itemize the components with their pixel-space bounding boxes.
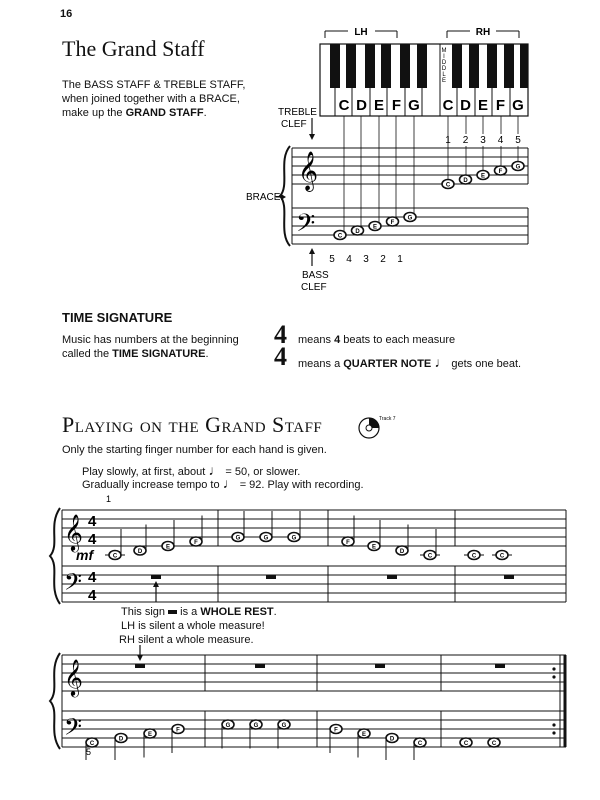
- lh-finger-number: 4: [346, 254, 352, 265]
- system1-time-bottom: 4: [88, 531, 97, 548]
- time-sig-meaning-top: [298, 333, 455, 347]
- note-head: [396, 546, 408, 555]
- middle-label-letter: I: [443, 54, 445, 60]
- note-letter: F: [498, 169, 503, 175]
- note-letter: C: [463, 741, 469, 747]
- keyboard: [320, 44, 528, 116]
- key-letter: F: [391, 97, 402, 114]
- note-letter: F: [346, 540, 350, 546]
- music-system-2: [0, 645, 600, 760]
- middle-label-letter: E: [441, 78, 447, 84]
- note-letter: D: [118, 736, 124, 743]
- note-head: [387, 217, 399, 226]
- system1-treble-clef-icon: 𝄞: [64, 514, 83, 550]
- note-letter: G: [407, 215, 413, 222]
- note-letter: E: [361, 732, 367, 738]
- note-head: [464, 551, 484, 560]
- whole-rest-line-1: [121, 605, 277, 619]
- note-letter: G: [291, 535, 297, 542]
- lh-finger-number: 1: [397, 254, 403, 265]
- system1-bass-clef-icon: 𝄢: [64, 569, 83, 600]
- whole-rest-line-1-start: This sign: [121, 606, 169, 618]
- note-letter: D: [463, 178, 468, 184]
- intro-line-3-text: make up the: [62, 107, 126, 119]
- section-title-grand-staff: The Grand Staff: [62, 36, 205, 61]
- system2-treble-staff: [62, 655, 566, 691]
- lh-label: LH: [354, 27, 368, 38]
- system1-time-top: 4: [88, 513, 97, 530]
- treble-clef-label-1: TREBLE: [278, 107, 317, 118]
- time-signature-text: [62, 333, 262, 361]
- time-text-line-2-end: .: [205, 348, 209, 360]
- key-letter: F: [495, 97, 506, 114]
- system1-brace-icon: [50, 508, 60, 604]
- note-letter: G: [253, 723, 259, 729]
- time-sig-meaning-bottom: [298, 355, 521, 371]
- middle-label-letter: M: [441, 48, 447, 54]
- lh-bracket: [325, 27, 397, 38]
- tempo-line-1-start: Play slowly, at first, about: [82, 466, 209, 478]
- note-head: [368, 542, 380, 551]
- whole-rest-icon: [504, 575, 514, 579]
- time-signature-term: TIME SIGNATURE: [112, 348, 206, 360]
- quarter-note-term: QUARTER NOTE: [343, 358, 432, 370]
- system2-barlines: [62, 655, 565, 747]
- treble-clef-icon: 𝄞: [298, 152, 319, 190]
- whole-rest-icon: [387, 575, 397, 579]
- note-letter: D: [389, 736, 395, 743]
- note-head: [334, 231, 346, 240]
- note-head: [330, 725, 342, 734]
- tempo-line-2-start: Gradually increase tempo to: [82, 479, 223, 491]
- key-letter: E: [373, 97, 385, 114]
- note-letter: D: [399, 549, 405, 555]
- quarter-note-icon: ♩: [208, 462, 223, 478]
- note-head: [404, 213, 416, 222]
- rh-finger-number: 2: [462, 135, 469, 146]
- note-head: [342, 537, 354, 546]
- rh-finger-number: 5: [515, 135, 521, 146]
- note-letter: G: [225, 723, 231, 729]
- note-head: [232, 533, 244, 542]
- lh-finger-number: 5: [329, 254, 335, 265]
- note-head: [288, 533, 300, 542]
- note-letter: E: [372, 224, 378, 231]
- time-signature-top: 4: [274, 320, 287, 349]
- note-letter: G: [263, 535, 269, 542]
- whole-rest-icon: [495, 664, 505, 668]
- note-letter: C: [471, 553, 477, 560]
- rh-bracket: [447, 27, 519, 38]
- dynamic-marking: mf: [76, 547, 94, 563]
- brace-label: BRACE: [246, 192, 281, 203]
- note-head: [460, 738, 472, 747]
- note-head: [369, 222, 381, 231]
- note-head: [260, 533, 272, 542]
- lh-finger-numbers: [329, 254, 403, 265]
- key-letter: G: [408, 97, 420, 114]
- note-head: [162, 542, 174, 551]
- note-head: [115, 734, 127, 743]
- system1-bass-time-bottom: 4: [88, 587, 97, 604]
- system1-bass-staff: [62, 566, 566, 602]
- time-sig-meaning-bottom-end: gets one beat.: [448, 358, 522, 370]
- treble-staff: [292, 148, 528, 244]
- time-sig-meaning-bottom-start: means a: [298, 358, 344, 370]
- music-system-1: [0, 490, 600, 605]
- intro-line-2: when joined together with a BRACE,: [62, 93, 240, 105]
- note-head: [352, 226, 364, 235]
- whole-rest-line-1-end: .: [273, 606, 277, 618]
- key-letter: E: [477, 97, 489, 114]
- note-head: [492, 551, 512, 560]
- middle-label-letter: L: [442, 72, 446, 78]
- note-letter: E: [371, 544, 377, 551]
- repeat-sign-icon: [552, 667, 555, 734]
- note-head: [460, 175, 472, 184]
- note-head: [144, 729, 156, 738]
- whole-rest-explanation: [121, 605, 277, 633]
- bass-clef-label-1: BASS: [302, 270, 329, 281]
- key-letter: G: [512, 97, 524, 114]
- quarter-note-icon: ♩: [434, 354, 449, 370]
- note-head: [250, 720, 262, 729]
- rh-silent-text: RH silent a whole measure.: [119, 634, 254, 646]
- note-letter: C: [499, 553, 505, 560]
- note-letter: E: [480, 173, 486, 180]
- time-sig-meaning-top-start: means: [298, 334, 335, 346]
- rh-finger-numbers: [445, 135, 521, 146]
- note-letter: C: [427, 553, 433, 560]
- note-letter: C: [491, 741, 497, 747]
- note-head: [105, 551, 125, 560]
- page-number: 16: [60, 8, 73, 20]
- note-head: [190, 537, 202, 546]
- cd-track-icon: [357, 412, 407, 442]
- whole-rest-icon: [135, 664, 145, 668]
- note-head: [488, 738, 500, 747]
- system2-whole-rests: [135, 664, 505, 668]
- note-letter: F: [194, 540, 198, 546]
- note-letter: C: [445, 182, 451, 189]
- whole-rest-line-2: LH is silent a whole measure!: [121, 620, 265, 632]
- treble-clef-label-2: CLEF: [281, 119, 307, 130]
- note-head: [278, 720, 290, 729]
- whole-rest-line-1-mid: is a: [177, 606, 201, 618]
- note-letter: F: [334, 727, 338, 734]
- tempo-line-1-end: = 50, or slower.: [222, 466, 301, 478]
- note-letter: F: [390, 220, 395, 226]
- system1-bass-time-top: 4: [88, 569, 97, 586]
- bass-clef-label-2: CLEF: [301, 282, 327, 293]
- intro-line-1: The BASS STAFF & TREBLE STAFF,: [62, 79, 246, 91]
- time-text-line-2-start: called the: [62, 348, 113, 360]
- note-letter: E: [147, 732, 153, 738]
- lh-finger-number: 2: [380, 254, 386, 265]
- bass-clef-icon: 𝄢: [296, 210, 316, 243]
- middle-label-letter: D: [441, 66, 447, 72]
- whole-rest-icon: [168, 610, 177, 614]
- system1-barlines: [62, 510, 566, 602]
- time-signature-numbers: [274, 320, 287, 371]
- key-letter: D: [356, 97, 367, 114]
- time-text-line-1: Music has numbers at the beginning: [62, 334, 239, 346]
- key-letter: C: [338, 97, 350, 114]
- note-letter: G: [515, 164, 521, 171]
- note-head: [512, 162, 524, 171]
- note-head: [172, 725, 184, 734]
- note-letter: C: [337, 233, 343, 240]
- note-letter: F: [176, 727, 180, 734]
- system2-bass-clef-icon: 𝄢: [64, 714, 83, 745]
- note-head: [495, 166, 507, 175]
- note-letter: D: [137, 549, 143, 555]
- note-head: [86, 738, 98, 747]
- whole-rest-icon: [151, 575, 161, 579]
- rh-finger-number: 3: [480, 135, 486, 146]
- system2-lh-notes: [86, 720, 500, 760]
- key-guide-lines: [344, 116, 518, 236]
- note-head: [438, 180, 458, 189]
- lh-finger-number: 3: [363, 254, 369, 265]
- track-label: Track 7: [379, 416, 396, 422]
- note-head: [222, 720, 234, 729]
- note-head: [477, 171, 489, 180]
- whole-rest-icon: [255, 664, 265, 668]
- note-head: [358, 729, 370, 738]
- time-sig-meaning-top-value: 4: [334, 334, 341, 346]
- instruction-text: Only the starting finger number for each hand is given.: [62, 444, 327, 456]
- key-letter: C: [442, 97, 454, 114]
- rh-finger-number: 1: [445, 135, 451, 146]
- tempo-line-2-end: = 92. Play with recording.: [236, 479, 364, 491]
- note-letter: D: [355, 229, 360, 235]
- note-letter: G: [235, 535, 241, 542]
- note-letter: E: [165, 544, 171, 551]
- grand-staff-diagram: [0, 0, 600, 300]
- system1-treble-staff: [62, 510, 566, 546]
- time-signature-bottom: 4: [274, 342, 287, 371]
- section-title-playing: Playing on the Grand Staff: [62, 412, 323, 437]
- note-head: [420, 551, 440, 560]
- measure-number-5: 5: [86, 747, 92, 757]
- system2-treble-clef-icon: 𝄞: [64, 659, 83, 695]
- note-head: [134, 546, 146, 555]
- intro-line-3-end: .: [203, 107, 207, 119]
- whole-rest-icon: [375, 664, 385, 668]
- quarter-note-icon: ♩: [222, 475, 237, 491]
- time-text-line-2: [62, 347, 262, 361]
- key-letter: D: [460, 97, 471, 114]
- rh-finger-number: 4: [497, 135, 504, 146]
- note-head: [386, 734, 398, 743]
- system1-rh-notes: [105, 511, 512, 560]
- whole-rest-icon: [266, 575, 276, 579]
- note-letter: C: [112, 553, 118, 560]
- system1-whole-rests: [151, 575, 514, 579]
- system2-brace-icon: [50, 653, 60, 749]
- time-signature-heading: TIME SIGNATURE: [62, 310, 173, 325]
- grand-staff-term: GRAND STAFF: [125, 107, 204, 119]
- note-letter: C: [417, 741, 423, 747]
- note-letter: C: [89, 741, 95, 747]
- note-letter: G: [281, 723, 287, 729]
- note-head: [414, 738, 426, 747]
- rh-label: RH: [475, 27, 491, 38]
- measure-number-1: 1: [106, 494, 112, 504]
- middle-label-letter: D: [441, 60, 447, 66]
- time-sig-meaning-top-end: beats to each measure: [340, 334, 456, 346]
- whole-rest-term: WHOLE REST: [200, 606, 274, 618]
